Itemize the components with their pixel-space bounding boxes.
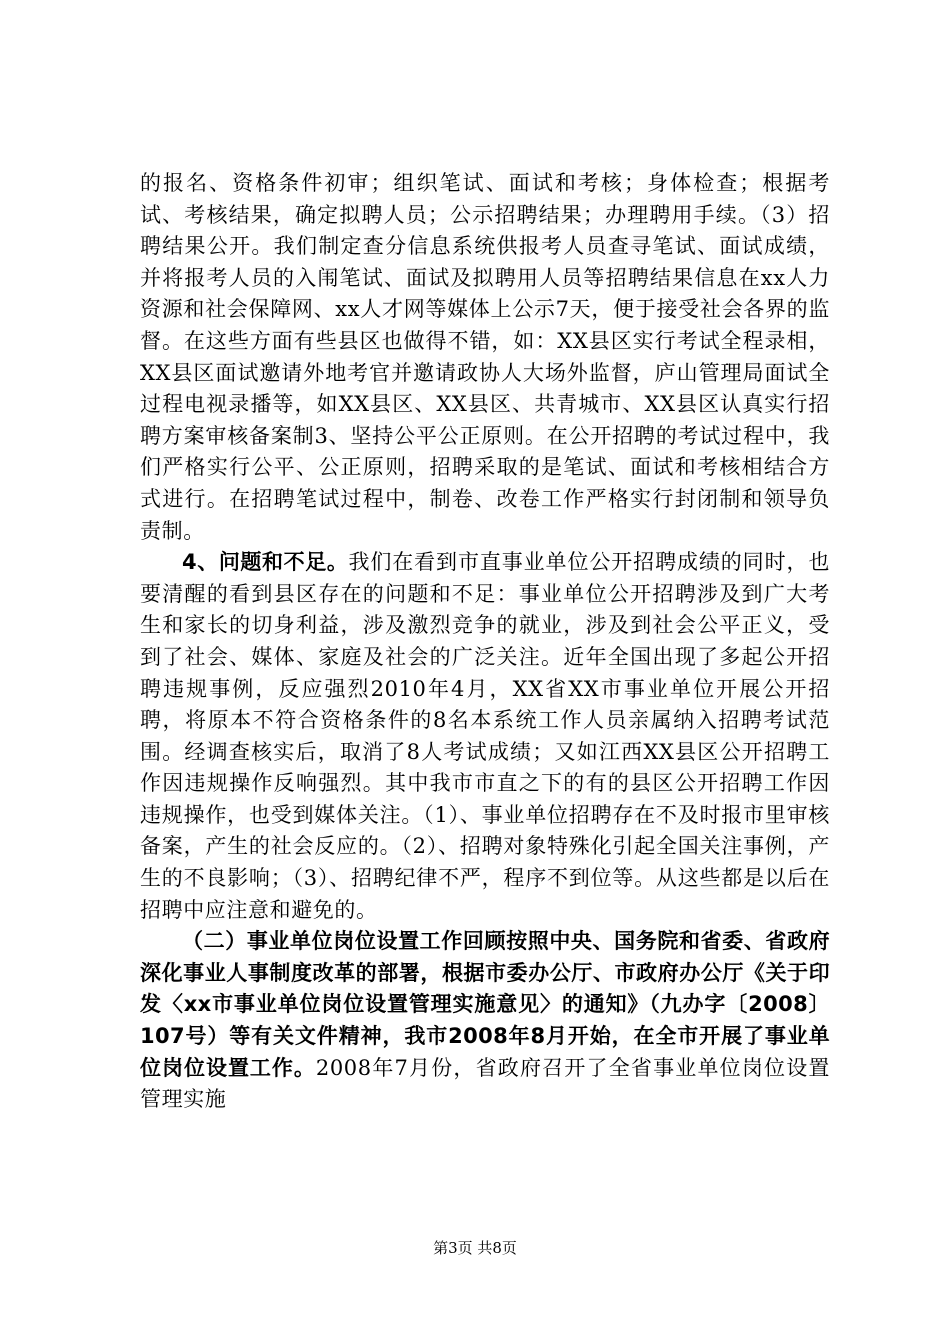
- paragraph-2-text: 我们在看到市直事业单位公开招聘成绩的同时，也要清醒的看到县区存在的问题和不足：事业单位公开招聘涉及到广大考生和家长的切身利益，涉及激烈竞争的就业，涉及到社会公平正义，受到了社会、媒体、家庭及社会的广泛关注。近年全国出现了多起公开招聘违规事例，反应强烈2010年4月，XX省XX市事业单位开展公开招聘，将原本不符合资格条件的8名本系统工作人员亲属纳入招聘考试范围。经调查核实后，取消了8人考试成绩；又如江西XX县区公开招聘工作因违规操作反响强烈。其中我市市直之下的有的县区公开招聘工作因违规操作，也受到媒体关注。（1）、事业单位招聘存在不及时报市里审核备案，产生的社会反应的。（2）、招聘对象特殊化引起全国关注事例，产生的不良影响；（3）、招聘纪律不严，程序不到位等。从这些都是以后在招聘中应注意和避免的。: [140, 550, 830, 922]
- paragraph-1: [140, 168, 830, 547]
- paragraph-3-text: 2008年7月份，省政府召开了全省事业单位岗位设置管理实施: [140, 1055, 830, 1112]
- paragraph-2: [140, 547, 830, 926]
- paragraph-2-heading: 4、问题和不足。: [182, 550, 349, 575]
- paragraph-3-heading: （二）事业单位岗位设置工作回顾按照中央、国务院和省委、省政府深化事业人事制度改革的部署，根据市委办公厅、市政府办公厅《关于印发〈xx市事业单位岗位设置管理实施意见〉的通知》（九办字〔2008〕107号）等有关文件精神，我市2008年8月开始，在全市开展了事业单位岗位设置工作。: [140, 929, 830, 1080]
- paragraph-1-text: 的报名、资格条件初审；组织笔试、面试和考核；身体检查；根据考试、考核结果，确定拟聘人员；公示招聘结果；办理聘用手续。（3）招聘结果公开。我们制定查分信息系统供报考人员查寻笔试、面试成绩，并将报考人员的入闱笔试、面试及拟聘用人员等招聘结果信息在xx人力资源和社会保障网、xx人才网等媒体上公示7天，便于接受社会各界的监督。在这些方面有些县区也做得不错，如：XX县区实行考试全程录相，XX县区面试邀请外地考官并邀请政协人大场外监督，庐山管理局面试全过程电视录播等，如XX县区、XX县区、共青城市、XX县区认真实行招聘方案审核备案制3、坚持公平公正原则。在公开招聘的考试过程中，我们严格实行公平、公正原则，招聘采取的是笔试、面试和考核相结合方式进行。在招聘笔试过程中，制卷、改卷工作严格实行封闭制和领导负责制。: [140, 171, 830, 543]
- page-footer: [0, 1238, 950, 1258]
- paragraph-3: [140, 926, 830, 1116]
- page-number: 第3页 共8页: [433, 1239, 517, 1257]
- document-body: [140, 168, 830, 1116]
